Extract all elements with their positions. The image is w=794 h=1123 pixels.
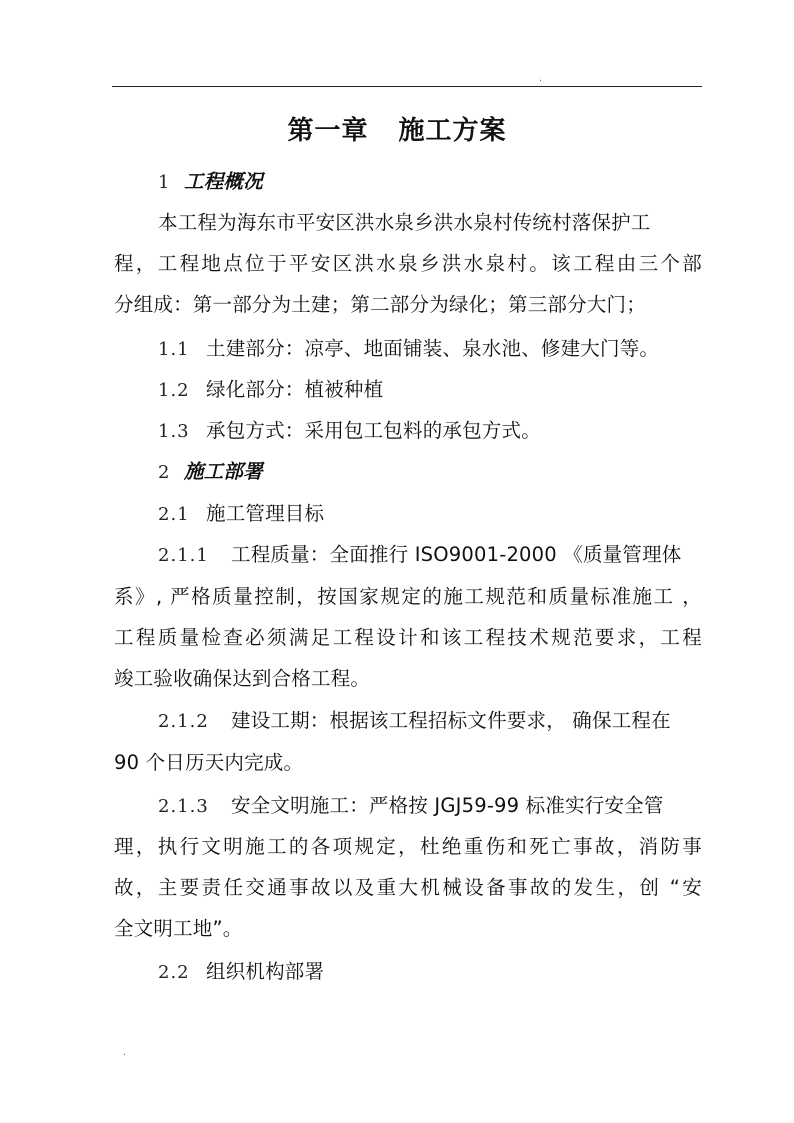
paragraph-line: 90 个日历天内完成。 (114, 751, 304, 774)
paragraph-line: 竣工验收确保达到合格工程。 (114, 667, 371, 690)
subsection-2-1-1 (158, 541, 702, 570)
header-mark: . (539, 73, 543, 84)
paragraph-line: 故，主要责任交通事故以及重大机械设备事故的发生，创 “安 (114, 876, 702, 899)
subsection-number: 1.1 (158, 339, 190, 360)
paragraph-line: 分组成：第一部分为土建；第二部分为绿化；第三部分大门； (114, 293, 646, 316)
paragraph-line: 本工程为海东市平安区洪水泉乡洪水泉村传统村落保护工 (158, 211, 651, 234)
chapter-name: 施工方案 (398, 116, 507, 146)
paragraph-line: 工程质量检查必须满足工程设计和该工程技术规范要求，工程 (114, 626, 702, 649)
subsection-text: 建设工期：根据该工程招标文件要求， 确保工程在 (231, 709, 671, 732)
subsection-1-2 (158, 376, 702, 405)
subsection-text: 工程质量：全面推行 ISO9001-2000 《质量管理体 (231, 543, 682, 566)
subsection-1-3 (158, 417, 702, 446)
subsection-2-2 (158, 958, 702, 987)
subsection-number: 2.2 (158, 962, 190, 983)
subsection-number: 2.1.2 (158, 711, 209, 732)
paragraph-line: 系》, 严格质量控制，按国家规定的施工规范和质量标准施工 ， (114, 585, 702, 608)
subsection-2-1 (158, 500, 702, 529)
paragraph-line: 程，工程地点位于平安区洪水泉乡洪水泉村。该工程由三个部 (114, 252, 702, 275)
subsection-number: 2.1 (158, 504, 190, 525)
subsection-text: 承包方式：采用包工包料的承包方式。 (206, 419, 541, 442)
section-title: 施工部署 (184, 460, 263, 483)
subsection-1-1 (158, 335, 702, 364)
section-2-heading (158, 458, 702, 487)
section-number: 2 (158, 462, 171, 483)
paragraph-line: 理，执行文明施工的各项规定，杜绝重伤和死亡事故，消防事 (114, 835, 702, 858)
subsection-2-1-2 (158, 707, 702, 736)
chapter-title (0, 114, 794, 148)
header-rule (112, 86, 702, 87)
subsection-text: 安全文明施工：严格按 JGJ59-99 标准实行安全管 (231, 794, 664, 817)
subsection-number: 1.3 (158, 421, 190, 442)
subsection-number: 2.1.1 (158, 545, 209, 566)
section-1-heading (158, 168, 702, 197)
subsection-text: 绿化部分：植被种植 (206, 378, 384, 401)
subsection-text: 土建部分：凉亭、地面铺装、泉水池、修建大门等。 (206, 337, 660, 360)
subsection-number: 1.2 (158, 380, 190, 401)
section-title: 工程概况 (184, 170, 263, 193)
subsection-number: 2.1.3 (158, 796, 209, 817)
subsection-text: 施工管理目标 (206, 502, 325, 525)
paragraph-line: 全文明工地”。 (114, 917, 243, 940)
subsection-2-1-3 (158, 792, 702, 821)
section-number: 1 (158, 172, 171, 193)
subsection-text: 组织机构部署 (206, 960, 325, 983)
chapter-number: 第一章 (287, 116, 369, 146)
footer-mark: . (123, 1047, 127, 1058)
